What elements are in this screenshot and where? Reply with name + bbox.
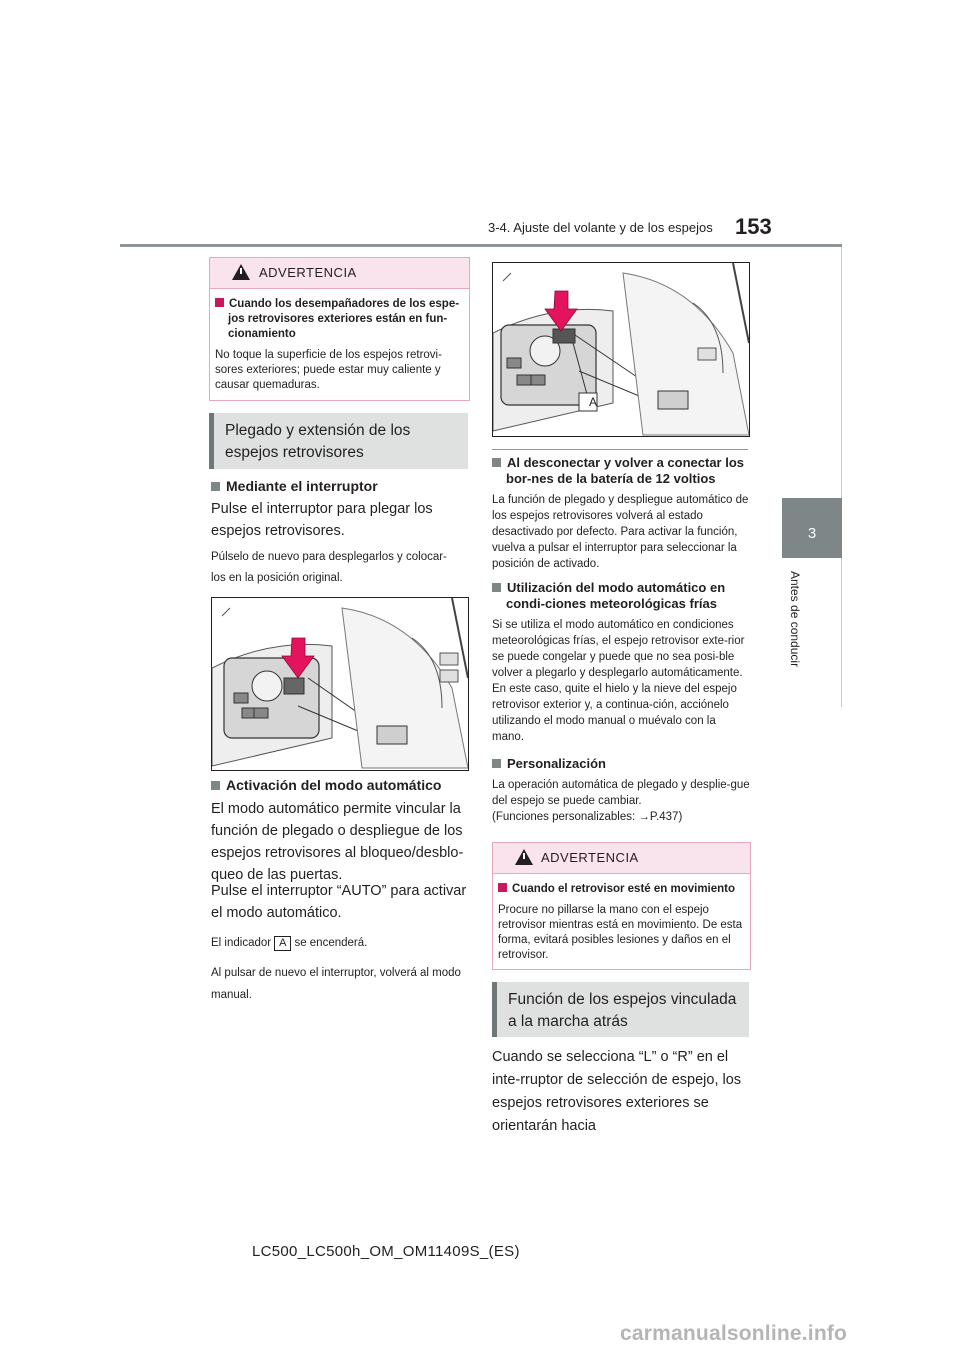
chapter-label-text: Antes de conducir	[788, 571, 802, 668]
section-heading-folding: Plegado y extensión de los espejos retrovisores	[209, 413, 468, 469]
warning-heading: ADVERTENCIA	[259, 265, 357, 280]
warning-body	[210, 289, 469, 399]
figure-auto-switch	[492, 262, 750, 437]
cold-text: Si se utiliza el modo automático en condiciones meteorológicas frías, el espejo retrovisor exte-rior se puede congelar y puede que no sea posi-ble volver a plegarlo y desplegarlo automáticamente. En este caso, quite el hielo y la nieve del espejo retrovisor exterior y, a continua-ción, acciónelo utilizando el modo manual o muévalo con la mano.	[492, 619, 745, 743]
section-title: 3-4. Ajuste del volante y de los espejos	[488, 220, 713, 235]
model-code: LC500_LC500h_OM_OM11409S_(ES)	[252, 1243, 520, 1260]
warning-header	[493, 843, 750, 874]
indicator-note-before: El indicador	[211, 937, 272, 949]
indicator-note	[211, 935, 469, 951]
watermark: carmanualsonline.info	[620, 1322, 848, 1345]
warning-box-defroster	[209, 257, 470, 401]
switch-note: Púlselo de nuevo para desplegarlos y colocar-los en la posición original.	[211, 551, 447, 584]
warning-triangle-icon	[232, 264, 250, 280]
warning-text: No toque la superficie de los espejos retrovi-sores exteriores; puede estar muy caliente y causar quemaduras.	[215, 349, 442, 391]
warning-triangle-icon	[515, 849, 533, 865]
subheading-custom-text: Personalización	[507, 756, 606, 771]
side-rule	[841, 247, 842, 707]
chapter-label	[780, 571, 808, 711]
warning-box-movement	[492, 842, 751, 970]
manual-note: Al pulsar de nuevo el interruptor, volverá al modo manual.	[211, 967, 461, 1001]
custom-text: La operación automática de plegado y desplie-gue del espejo se puede cambiar.	[492, 779, 750, 807]
auto-text: El modo automático permite vincular la función de plegado o despliegue de los espejos retrovisores al bloqueo/desblo-queo de las puertas.	[211, 801, 464, 883]
subheading-switch-text: Mediante el interruptor	[226, 478, 378, 494]
warning-heading: ADVERTENCIA	[541, 850, 639, 865]
bullet-square-icon	[498, 883, 507, 892]
custom-reference[interactable]: (Funciones personalizables: →P.437)	[492, 811, 683, 823]
reverse-text: Cuando se selecciona “L” o “R” en el inte-rruptor de selección de espejo, los espejos retrovisores exteriores se orientarán hacia	[492, 1049, 742, 1134]
header-rule	[120, 244, 842, 247]
bullet-square-icon	[211, 781, 220, 790]
mirror-switch-illustration	[212, 598, 468, 770]
chapter-tab: 3	[782, 498, 842, 558]
warning-subheading	[511, 882, 745, 897]
warning-text: Procure no pillarse la mano con el espejo retrovisor mientras está en movimiento. De esta forma, evitará posibles lesiones y daños en el retrovisor.	[498, 904, 743, 961]
subheading-battery-text: Al desconectar y volver a conectar los bor-nes de la batería de 12 voltios	[506, 455, 744, 486]
auto-instruction: Pulse el interruptor “AUTO” para activar el modo automático.	[211, 883, 467, 921]
mirror-switch-illustration-auto	[493, 263, 749, 436]
subheading-auto	[211, 777, 441, 793]
divider	[492, 449, 748, 450]
subheading-battery	[492, 455, 762, 487]
indicator-badge: A	[274, 936, 291, 951]
subheading-switch	[211, 478, 378, 494]
warning-subheading-text: Cuando los desempañadores de los espe-jos retrovisores exteriores están en fun-cionamiento	[228, 298, 460, 340]
bullet-square-icon	[492, 458, 501, 467]
switch-text: Pulse el interruptor para plegar los espejos retrovisores.	[211, 501, 433, 539]
page-number: 153	[735, 214, 772, 239]
figure-folding-switch	[211, 597, 469, 771]
figure-callout-label: A	[588, 395, 597, 409]
warning-subheading-text: Cuando el retrovisor esté en movimiento	[512, 883, 736, 895]
subheading-cold	[492, 580, 762, 612]
warning-body	[493, 874, 750, 969]
subheading-auto-text: Activación del modo automático	[226, 777, 442, 793]
battery-text: La función de plegado y despliegue automático de los espejos retrovisores volverá al estado desactivado por defecto. Para activar la función, vuelva a pulsar el interruptor para seleccionar la posición de activado.	[492, 494, 749, 570]
warning-header	[210, 258, 469, 289]
bullet-square-icon	[492, 759, 501, 768]
section-heading-reverse: Función de los espejos vinculada a la marcha atrás	[492, 982, 749, 1037]
subheading-cold-text: Utilización del modo automático en condi-ciones meteorológicas frías	[506, 580, 726, 611]
bullet-square-icon	[215, 298, 224, 307]
subheading-custom	[492, 756, 606, 771]
indicator-note-after: se encenderá.	[294, 937, 368, 949]
warning-subheading	[228, 297, 464, 342]
bullet-square-icon	[211, 482, 220, 491]
bullet-square-icon	[492, 583, 501, 592]
